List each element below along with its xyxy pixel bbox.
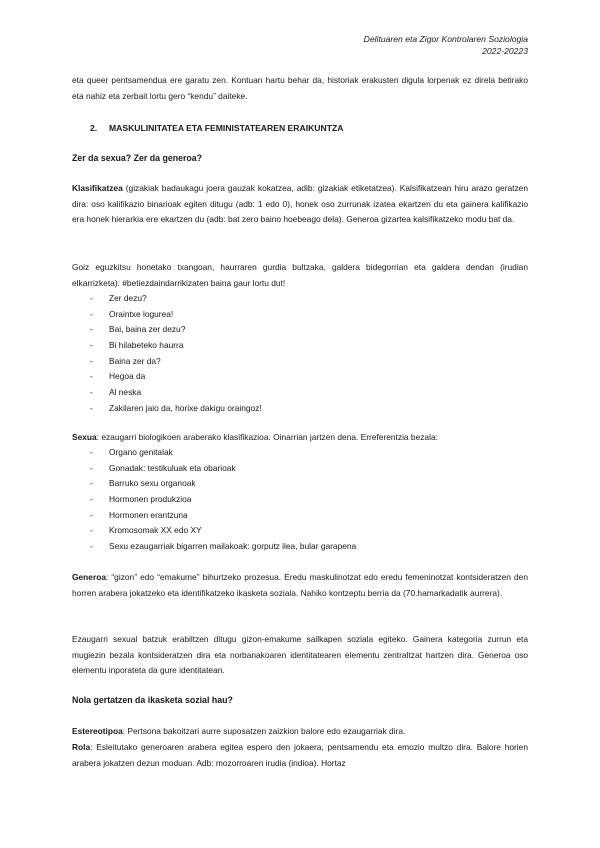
sexua-list bbox=[90, 445, 356, 555]
list-item: - Bi hilabeteko haurra bbox=[90, 338, 262, 354]
list-item: - Hormonen erantzuna bbox=[90, 508, 356, 524]
section-number: 2. bbox=[90, 123, 98, 133]
header-academic-year: 2022-20223 bbox=[482, 46, 528, 56]
list-item: - Sexu ezaugarriak bigarren mailakoak: gorputz ilea, bular garapena bbox=[90, 539, 356, 555]
estereotipoa-paragraph bbox=[72, 724, 528, 740]
question-heading-ikasketa: Nola gertatzen da ikasketa sozial hau? bbox=[72, 695, 233, 705]
klasifikatzea-text: (gizakiak badaukagu joera gauzak kokatzea, adib: gizakiak etiketatzea). Kalsifikatzean hiru arazo geratzen dira: oso kalifikazio binarioak egiten ditugu (adb: 1 edo 0), honek oso zurrunak izatea ekartzen du eta gainera kalifikazio era honek hierarkia ere ekartzen du (adb: bat zero baino hoebeago dela). Generoa gizartea kalsifikatzeko modu bat da. bbox=[72, 183, 528, 225]
list-item: - Barruko sexu organoak bbox=[90, 476, 356, 492]
ezaugarri-paragraph: Ezaugarri sexual batzuk erabiltzen ditugu gizon-emakume sailkapen soziala egiteko. Gainera kategoria zurrun eta mugiezin bezala kontsideratzen dira eta norbanakoaren identitatearen elementu zentraltzat hartzen dira. Generoa oso elementu inporateta da gure identitatean. bbox=[72, 634, 528, 676]
rola-paragraph bbox=[72, 740, 528, 771]
list-item: - Oraintxe logurea! bbox=[90, 307, 262, 323]
question-heading-sexua-generoa: Zer da sexua? Zer da generoa? bbox=[72, 153, 203, 163]
list-item: - Zer dezu? bbox=[90, 291, 262, 307]
list-item: - Baina zer da? bbox=[90, 354, 262, 370]
rola-text: : Esleitutako generoaren arabera egitea espero den jokaera, pentsamendu eta emozio multzo dira. Balore horien arabera jokatzen dezun moduan. Adb: mozorroaren irudia (indioa). Hortaz bbox=[72, 742, 528, 768]
generoa-paragraph bbox=[72, 570, 528, 601]
estereotipoa-term: Estereotipoa bbox=[72, 726, 123, 736]
list-item: - Bai, baina zer dezu? bbox=[90, 322, 262, 338]
sexua-term: Sexua bbox=[72, 432, 97, 442]
dialogue-list bbox=[90, 291, 262, 417]
intro-paragraph: eta queer pentsamendua ere garatu zen. Kontuan hartu behar da, historiak erakusten digula lorpenak ez direla betirako eta nahiz eta zerbait lortu gero “kendu” daiteke. bbox=[72, 75, 528, 101]
rola-term: Rola bbox=[72, 742, 91, 752]
section-title: MASKULINITATEA ETA FEMINISTATEAREN ERAIKUNTZA bbox=[109, 123, 344, 133]
list-item: - Zakilaren jaio da, horixe dakigu oraingoz! bbox=[90, 401, 262, 417]
sexua-text: : ezaugarri biologikoen araberako klasifikazioa. Oinarrian jartzen dena. Erreferentzia bezala: bbox=[96, 432, 438, 442]
sexua-paragraph bbox=[72, 430, 528, 446]
list-item: - Gonadak: testikuluak eta obarioak bbox=[90, 461, 356, 477]
klasifikatzea-term: Klasifikatzea bbox=[72, 183, 123, 193]
story-paragraph: Goiz eguzkitsu honetako txangoan, haurraren gurdia bultzaka, galdera bidegorrian eta galdera dendan (irudian elkarrizketa): #betiezdaindarrikizaten baina gaur lortu dut! bbox=[72, 262, 528, 288]
generoa-text: : “gizon” edo “emakume” bihurtzeko prozesua. Eredu maskulinotzat edo eredu femeninotzat kontsideratzen den horren arabera jokatzeko eta identifikatzeko ikasketa soziala. Nahiko kontzeptu berria da (70.hamarkadatik aurrera). bbox=[72, 572, 528, 598]
header-course-title: Delituaren eta Zigor Kontrolaren Soziologia bbox=[363, 34, 528, 44]
list-item: - Hormonen produkzioa bbox=[90, 492, 356, 508]
section-heading bbox=[90, 123, 343, 133]
generoa-term: Generoa bbox=[72, 572, 106, 582]
list-item: - Hegoa da bbox=[90, 369, 262, 385]
klasifikatzea-paragraph bbox=[72, 181, 528, 228]
list-item: - Al neska bbox=[90, 385, 262, 401]
list-item: - Organo genitalak bbox=[90, 445, 356, 461]
list-item: - Kromosomak XX edo XY bbox=[90, 523, 356, 539]
estereotipoa-text: : Pertsona bakoitzari aurre suposatzen zaizkion balore edo ezaugarriak dira. bbox=[122, 726, 406, 736]
